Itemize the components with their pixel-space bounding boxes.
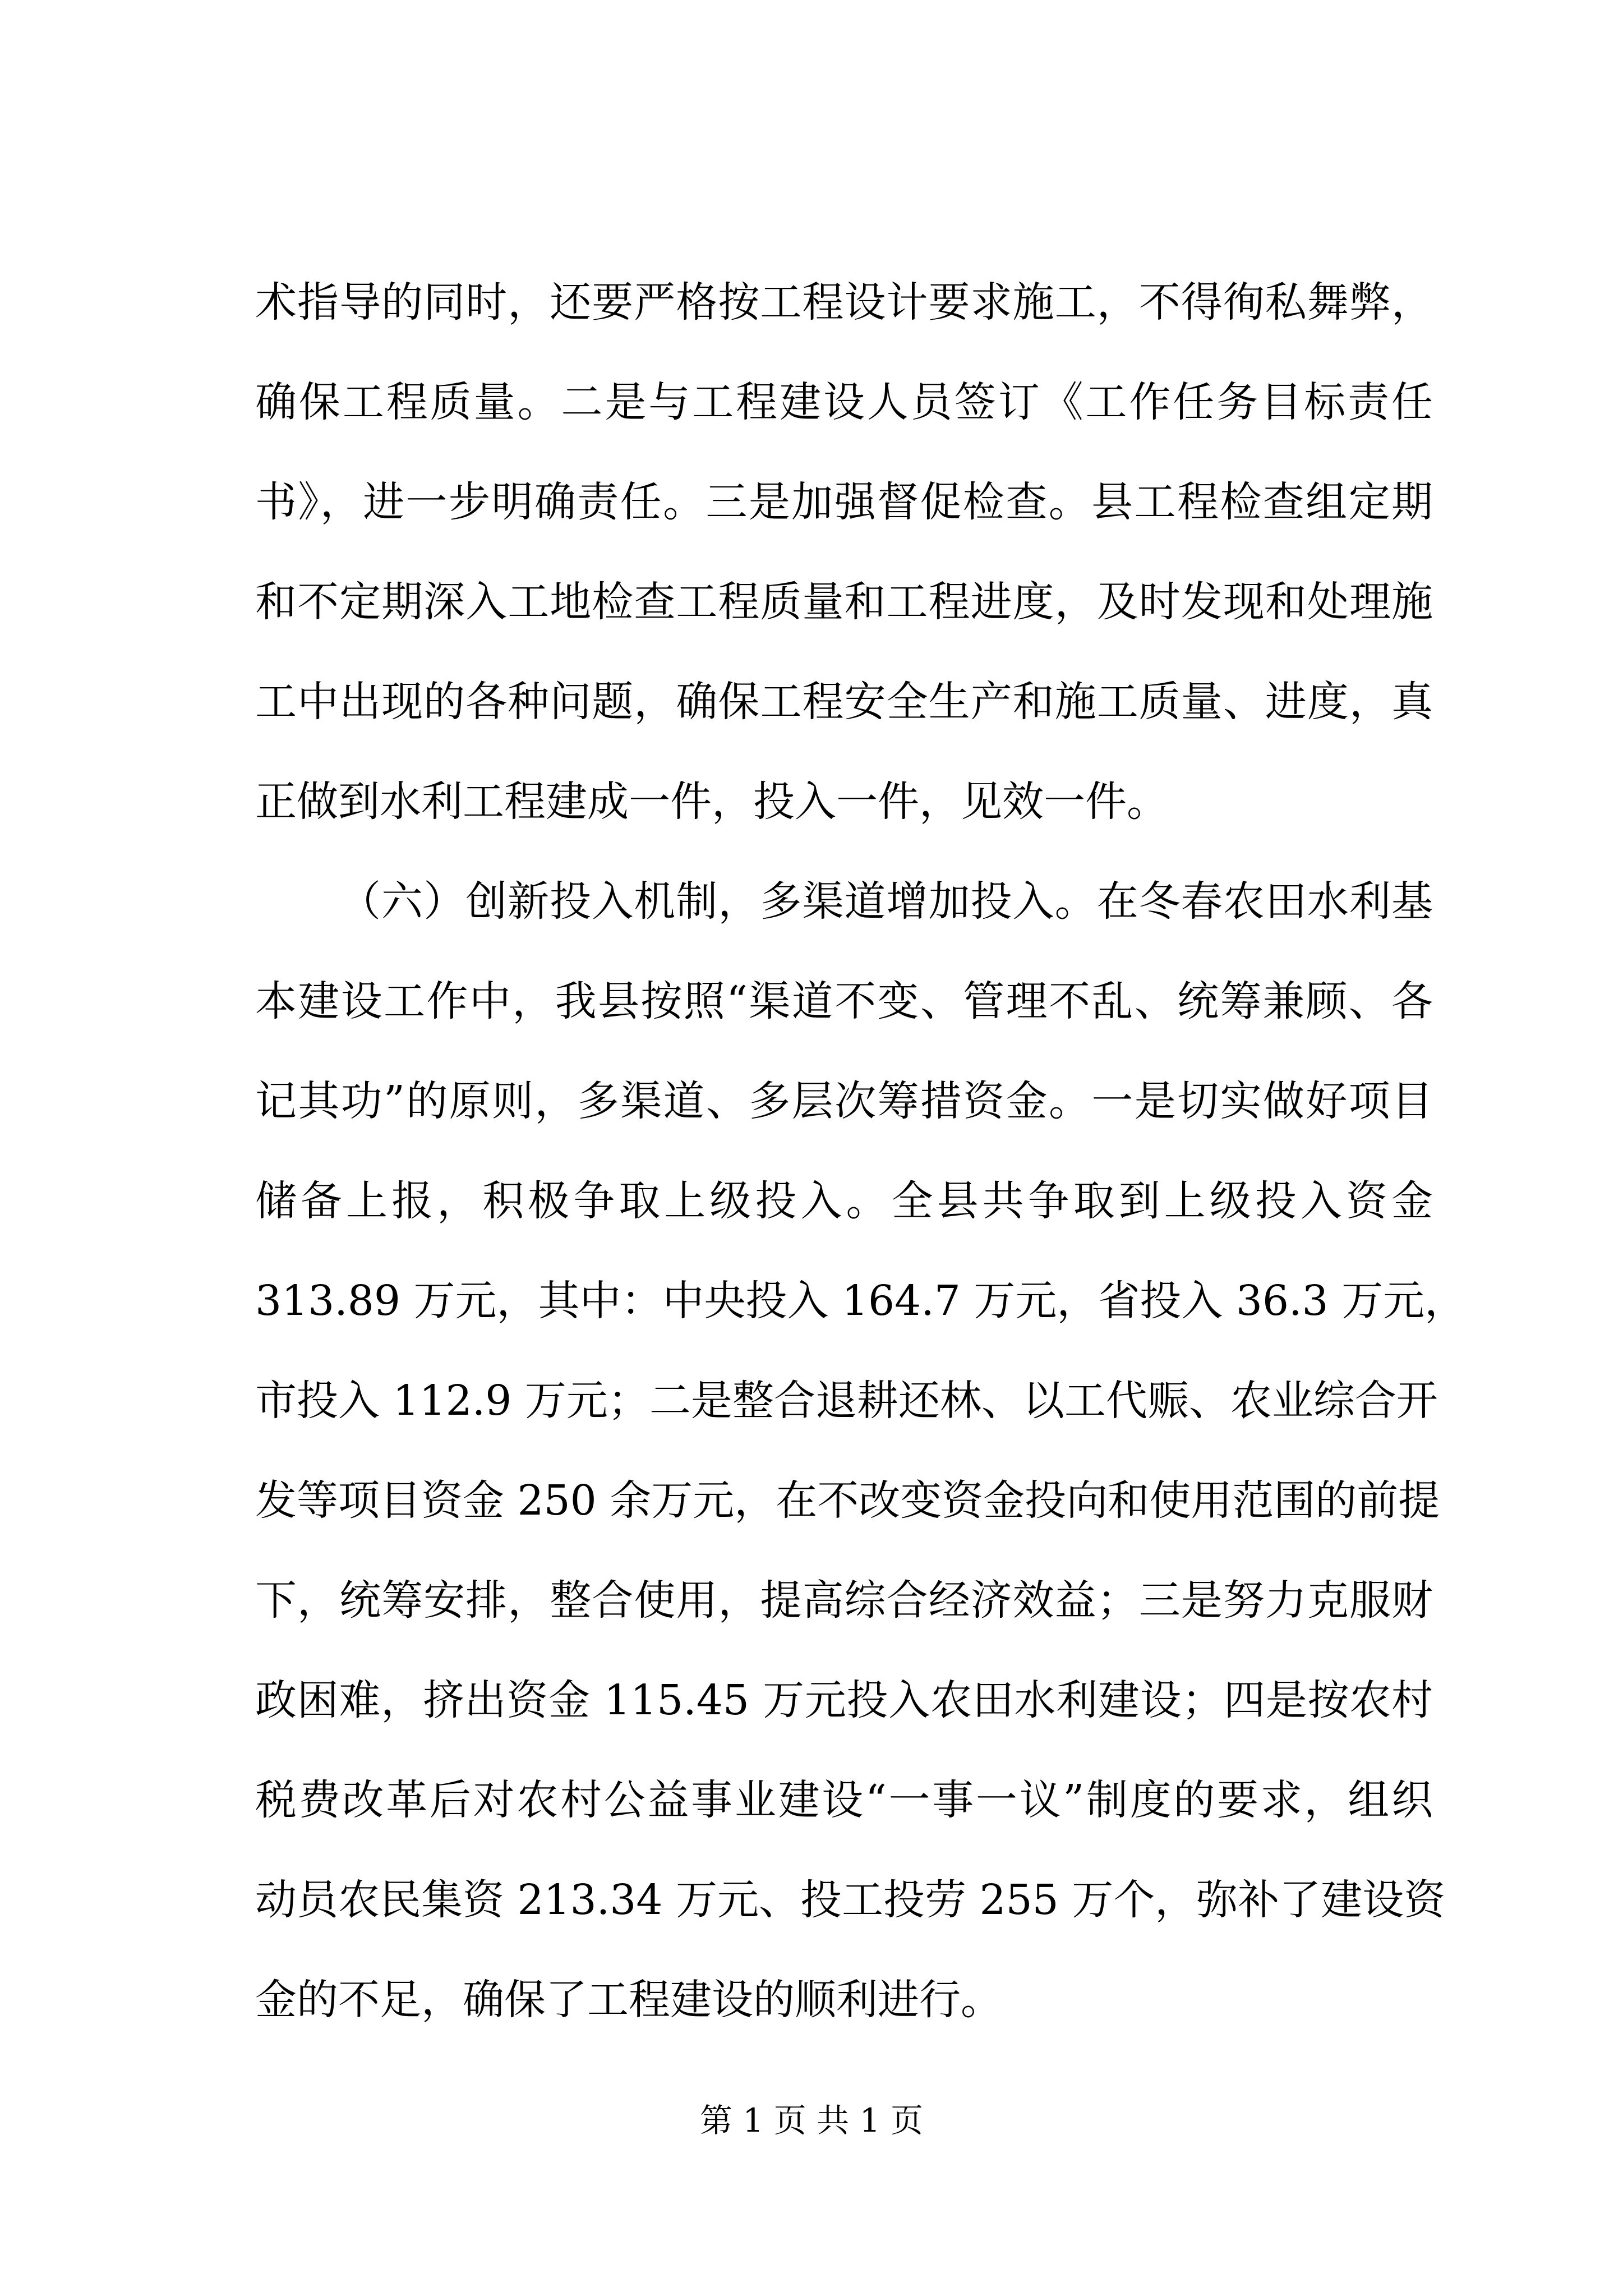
document-body	[255, 252, 1467, 2050]
page-footer: 第 1 页 共 1 页	[700, 2101, 923, 2139]
text-line: 和不定期深入工地检查工程质量和工程进度，及时发现和处理施	[255, 578, 1433, 626]
paragraph-2	[255, 852, 1467, 2050]
text-line: 动员农民集资 213.34 万元、投工投劳 255 万个，弥补了建设资	[255, 1876, 1446, 1924]
text-line: 市投入 112.9 万元；二是整合退耕还林、以工代赈、农业综合开	[255, 1377, 1438, 1425]
text-line: 正做到水利工程建成一件，投入一件，见效一件。	[255, 777, 1168, 826]
text-line: 下，统筹安排，整合使用，提高综合经济效益；三是努力克服财	[255, 1576, 1433, 1625]
text-line: 工中出现的各种问题，确保工程安全生产和施工质量、进度，真	[255, 678, 1433, 726]
text-line: （六）创新投入机制，多渠道增加投入。在冬春农田水利基	[339, 877, 1433, 926]
text-line: 书》，进一步明确责任。三是加强督促检查。县工程检查组定期	[255, 478, 1433, 526]
text-line: 税费改革后对农村公益事业建设“一事一议”制度的要求，组织	[255, 1776, 1433, 1824]
paragraph-1	[255, 252, 1433, 852]
text-line: 政困难，挤出资金 115.45 万元投入农田水利建设；四是按农村	[255, 1676, 1433, 1724]
text-line: 术指导的同时，还要严格按工程设计要求施工，不得徇私舞弊，	[255, 278, 1433, 326]
text-line: 313.89 万元，其中：中央投入 164.7 万元，省投入 36.3 万元，	[255, 1277, 1467, 1325]
text-line: 本建设工作中，我县按照“渠道不变、管理不乱、统筹兼顾、各	[255, 977, 1433, 1025]
text-line: 记其功”的原则，多渠道、多层次筹措资金。一是切实做好项目	[255, 1077, 1433, 1125]
text-line: 确保工程质量。二是与工程建设人员签订《工作任务目标责任	[255, 378, 1433, 426]
text-line: 储备上报，积极争取上级投入。全县共争取到上级投入资金	[255, 1177, 1433, 1225]
text-line: 金的不足，确保了工程建设的顺利进行。	[255, 1976, 1002, 2024]
text-line: 发等项目资金 250 余万元，在不改变资金投向和使用范围的前提	[255, 1476, 1440, 1525]
